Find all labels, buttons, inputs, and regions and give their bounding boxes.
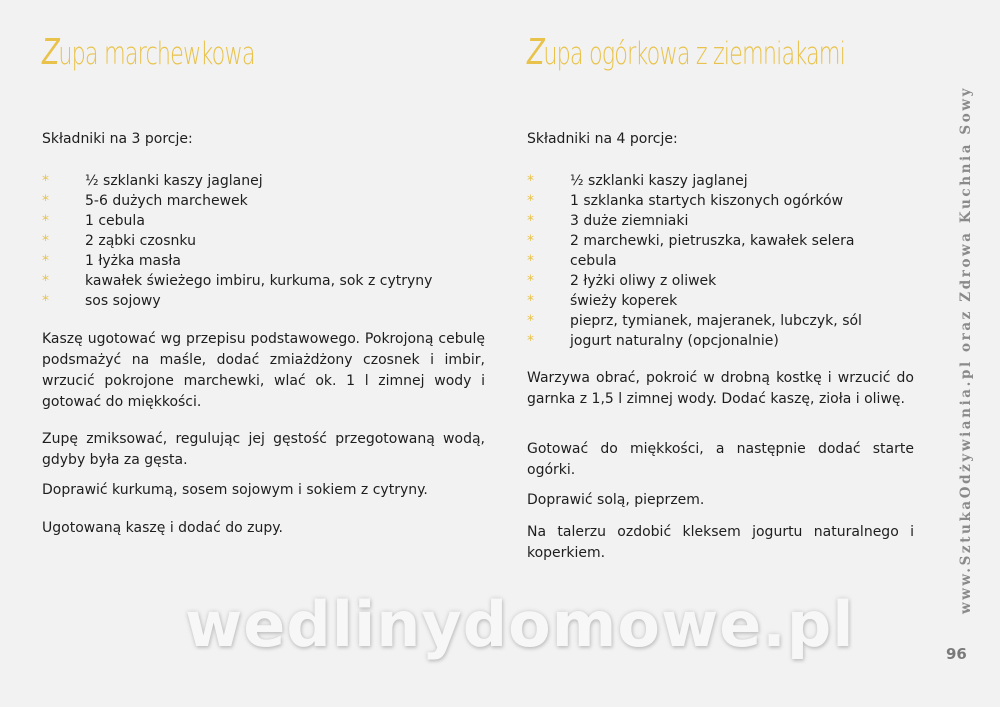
asterisk-icon: * xyxy=(527,193,534,209)
asterisk-icon: * xyxy=(527,273,534,289)
page-number: 96 xyxy=(946,645,967,663)
asterisk-icon: * xyxy=(42,173,49,189)
asterisk-icon: * xyxy=(527,213,534,229)
asterisk-icon: * xyxy=(42,193,49,209)
instruction-paragraph: Ugotowaną kaszę i dodać do zupy. xyxy=(42,520,283,536)
instruction-paragraph: Warzywa obrać, pokroić w drobną kostkę i wrzucić do garnka z 1,5 l zimnej wody. Dodać kaszę, zioła i oliwę. xyxy=(527,370,914,407)
portions-label: Składniki na 3 porcje: xyxy=(42,131,193,147)
asterisk-icon: * xyxy=(527,313,534,329)
asterisk-icon: * xyxy=(42,213,49,229)
title-initial: Z xyxy=(527,32,544,73)
title-text: upa marchewkowa xyxy=(58,36,255,72)
instruction-paragraph: Doprawić solą, pieprzem. xyxy=(527,492,705,508)
title-text: upa ogórkowa z ziemniakami xyxy=(543,36,846,72)
asterisk-icon: * xyxy=(527,253,534,269)
asterisk-icon: * xyxy=(42,253,49,269)
recipe-page: Zupa marchewkowa Składniki na 3 porcje: * ½ szklanki kaszy jaglanej * 5-6 dużych marchewek * 1 cebula * 2 ząbki czosnku * 1 łyżka masła * kawałek świeżego imbiru, kurkuma, sok z cytryny * sos sojowy Kaszę ugotować wg przepisu podstawowego. Pokrojoną cebulę podsmażyć na maśle, dodać zmiażdżony czosnek i imbir, wrzucić pokrojone marchewki, wlać ok. 1 l zimnej wody i gotować do miękkości. Zupę zmiksować, regulując jej gęstość przegotowaną wodą, gdyby była za gęsta. Doprawić kurkumą, sosem sojowym i sokiem z cytryny. Ugotowaną kaszę i dodać do zupy. Zupa ogórkowa z ziemniakami Składniki na 4 porcje: * ½ szklanki kaszy jaglanej * 1 szklanka startych kiszonych ogórków * 3 duże ziemniaki * 2 marchewki, pietruszka, kawałek selera * cebula * 2 łyżki oliwy z oliwek * świeży koperek * pieprz, tymianek, majeranek, lubczyk, sól * jogurt naturalny (opcjonalnie) Warzywa obrać, pokroić w drobną kostkę i wrzucić do garnka z 1,5 l zimnej wody. Dodać kaszę, zioła i oliwę. Gotować do miękkości, a następnie dodać starte ogórki. Doprawić solą, pieprzem. Na talerzu ozdobić kleksem jogurtu naturalnego i koperkiem. wedlinydomowe.pl www.SztukaOdżywiania.pl oraz Zdrowa Kuchnia Sowy 96 xyxy=(42,32,974,663)
asterisk-icon: * xyxy=(527,233,534,249)
asterisk-icon: * xyxy=(42,293,49,309)
asterisk-icon: * xyxy=(527,293,534,309)
asterisk-icon: * xyxy=(527,173,534,189)
title-initial: Z xyxy=(42,32,59,73)
instruction-paragraph: Na talerzu ozdobić kleksem jogurtu naturalnego i koperkiem. xyxy=(527,524,914,561)
recipe-title xyxy=(42,32,255,73)
asterisk-icon: * xyxy=(42,273,49,289)
watermark: wedlinydomowe.pl xyxy=(185,588,855,661)
asterisk-icon: * xyxy=(527,333,534,349)
side-website-text: www.SztukaOdżywiania.pl oraz Zdrowa Kuchnia Sowy xyxy=(958,85,974,615)
instruction-paragraph: Gotować do miękkości, a następnie dodać starte ogórki. xyxy=(527,441,914,478)
instruction-paragraph: Zupę zmiksować, regulując jej gęstość przegotowaną wodą, gdyby była za gęsta. xyxy=(42,431,485,468)
asterisk-icon: * xyxy=(42,233,49,249)
instruction-paragraph: Doprawić kurkumą, sosem sojowym i sokiem z cytryny. xyxy=(42,482,428,498)
instruction-paragraph: Kaszę ugotować wg przepisu podstawowego. Pokrojoną cebulę podsmażyć na maśle, dodać zmiażdżony czosnek i imbir, wrzucić pokrojone marchewki, wlać ok. 1 l zimnej wody i gotować do miękkości. xyxy=(42,331,485,410)
portions-label: Składniki na 4 porcje: xyxy=(527,131,678,147)
recipe-title xyxy=(527,32,845,73)
